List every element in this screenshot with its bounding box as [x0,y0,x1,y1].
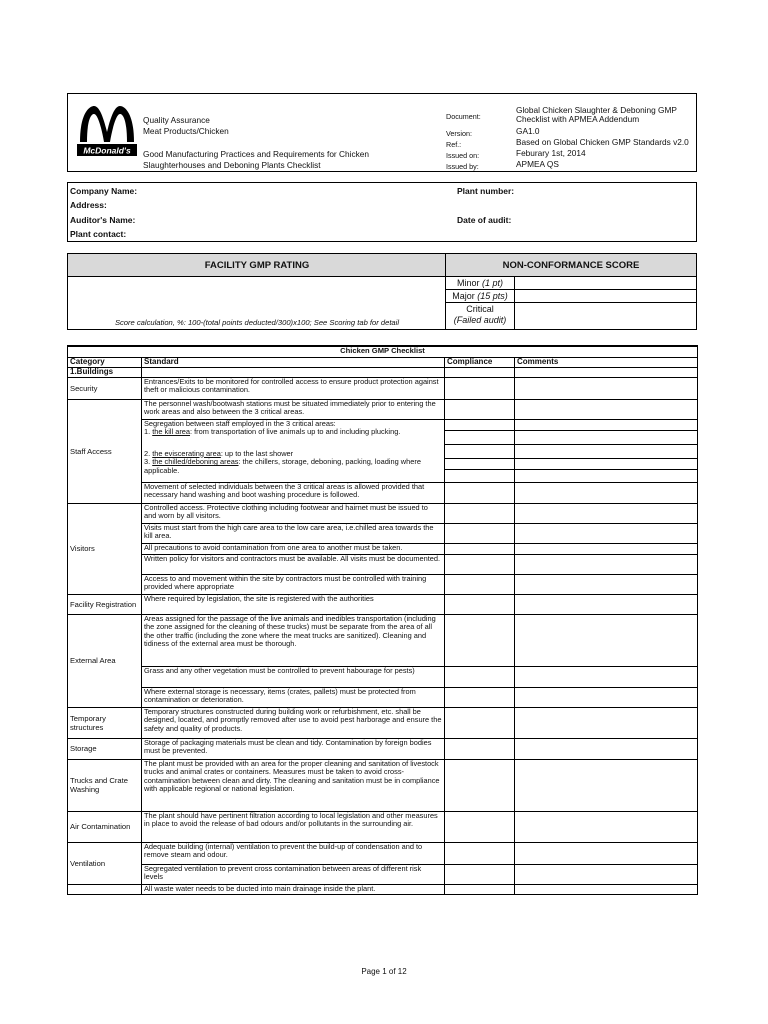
standard-cell: Grass and any other vegetation must be controlled to prevent habourage for pests) [142,666,445,687]
non-conformance-title: NON-CONFORMANCE SCORE [446,254,696,277]
page-number: Page 1 of 12 [361,967,407,976]
comments-cell[interactable] [515,614,698,666]
svg-text:McDonald's: McDonald's [83,145,131,156]
compliance-cell[interactable] [445,554,515,574]
comments-cell[interactable] [515,594,698,614]
comments-cell[interactable] [515,399,698,419]
comments-cell[interactable] [515,554,698,574]
compliance-cell[interactable] [445,884,515,894]
compliance-cell[interactable] [445,594,515,614]
comments-cell[interactable] [515,377,698,399]
comments-cell[interactable] [515,419,698,482]
compliance-cell[interactable] [445,523,515,543]
header-title-line1: Good Manufacturing Practices and Requirements for Chicken [143,149,369,159]
date-of-audit-label: Date of audit: [457,215,512,225]
compliance-cell[interactable] [445,419,515,482]
comments-cell[interactable] [515,503,698,523]
comments-cell[interactable] [515,482,698,503]
comments-cell[interactable] [515,666,698,687]
standard-cell: Where external storage is necessary, items (crates, pallets) must be protected from contamination or deterioration. [142,687,445,707]
address-label: Address: [70,200,107,210]
compliance-cell[interactable] [445,482,515,503]
category-security: Security [68,377,142,399]
comments-cell[interactable] [515,543,698,554]
standard-cell: The plant must be provided with an area for the proper cleaning and sanitation of livestock trucks and animal crates or containers. Measures must be taken to avoid cross-contamination between clean and dirty. The cleaning and sanitation must be in compliance with applicable regional or national legislation. [142,759,445,811]
compliance-cell[interactable] [445,738,515,759]
section-buildings: 1.Buildings [68,367,142,377]
checklist-title: Chicken GMP Checklist [68,346,698,357]
comments-cell[interactable] [515,842,698,864]
compliance-cell[interactable] [445,864,515,884]
col-header-category: Category [68,357,142,367]
meta-label-document: Document: [446,112,481,121]
gmp-checklist-table [67,345,698,895]
plant-contact-label: Plant contact: [70,229,127,239]
compliance-cell[interactable] [445,759,515,811]
standard-cell: Entrances/Exits to be monitored for controlled access to ensure product protection against theft or malicious contamination. [142,377,445,399]
compliance-cell[interactable] [445,811,515,842]
comments-cell[interactable] [515,811,698,842]
category-trucks-crate-washing: Trucks and Crate Washing [68,759,142,811]
standard-cell: Where required by legislation, the site is registered with the authorities [142,594,445,614]
compliance-cell[interactable] [445,503,515,523]
meta-label-version: Version: [446,129,472,138]
facility-gmp-rating-title: FACILITY GMP RATING [68,254,446,277]
nc-row-line [446,289,696,290]
compliance-cell[interactable] [445,574,515,594]
comments-cell[interactable] [515,738,698,759]
category-external-area: External Area [68,614,142,707]
compliance-cell[interactable] [445,543,515,554]
standard-cell: The plant should have pertinent filtration according to local legislation and other measures in place to avoid the release of bad odours and/or pollutants in the surrounding air. [142,811,445,842]
critical-note: (Failed audit) [453,315,507,325]
category-facility-registration: Facility Registration [68,594,142,614]
meta-issued-by: APMEA QS [516,159,559,169]
category-temporary-structures: Temporary structures [68,707,142,738]
comments-cell[interactable] [515,523,698,543]
meta-document-line2: Checklist with APMEA Addendum [516,114,640,124]
meta-label-issued-on: Issued on: [446,151,480,160]
standard-cell: Movement of selected individuals between the 3 critical areas is allowed provided that necessary hand washing and boot washing procedure is followed. [142,482,445,503]
standard-cell: Controlled access. Protective clothing including footwear and hairnet must be issued to and worn by all visitors. [142,503,445,523]
comments-cell[interactable] [515,687,698,707]
auditor-label: Auditor's Name: [70,215,136,225]
category-air-contamination: Air Contamination [68,811,142,842]
compliance-cell[interactable] [445,707,515,738]
category-ventilation: Ventilation [68,842,142,884]
nc-label-divider [514,277,515,329]
standard-cell: Segregation between staff employed in the 3 critical areas: 1. the kill area: from transportation of live animals up to and including plucking. 2. the eviscerating area: up to the last shower 3. the chilled/deboning areas: the chillers, storage, deboning, packing, loading where applicable. [142,419,445,482]
standard-cell: Storage of packaging materials must be clean and tidy. Contamination by foreign bodies must be prevented. [142,738,445,759]
compliance-cell[interactable] [445,377,515,399]
compliance-cell[interactable] [445,842,515,864]
standard-cell: Written policy for visitors and contractors must be available. All visits must be documented. [142,554,445,574]
meta-issued-on: Feburary 1st, 2014 [516,148,586,158]
company-name-label: Company Name: [70,186,138,196]
critical-label: Critical [466,304,494,314]
document-header [67,93,697,172]
category-visitors: Visitors [68,503,142,594]
standard-cell: Adequate building (internal) ventilation to prevent the build-up of condensation and to remove steam and odour. [142,842,445,864]
major-label: Major (15 pts) [452,291,508,301]
score-calculation-note: Score calculation, %: 100-(total points deducted/300)x100; See Scoring tab for detail [114,318,400,327]
standard-cell: Areas assigned for the passage of the live animals and inedibles transportation (including the zone assigned for the cleaning of these trucks) must be separate from the area of all the other traffic (including the zone where the meat trucks are sanitized). Cleaning and tidiness of the external area must be thorough. [142,614,445,666]
standard-cell: Visits must start from the high care area to the low care area, i.e.chilled area towards the kill area. [142,523,445,543]
compliance-cell[interactable] [445,614,515,666]
col-header-comments: Comments [515,357,698,367]
standard-cell: The personnel wash/bootwash stations must be situated immediately prior to entering the work areas and also between the 3 critical areas. [142,399,445,419]
header-title-line2: Slaughterhouses and Deboning Plants Checklist [143,160,321,170]
col-header-standard: Standard [142,357,445,367]
standard-cell: All waste water needs to be ducted into main drainage inside the plant. [142,884,445,894]
standard-cell: Segregated ventilation to prevent cross contamination between areas of different risk levels [142,864,445,884]
comments-cell[interactable] [515,707,698,738]
meta-version: GA1.0 [516,126,540,136]
comments-cell[interactable] [515,864,698,884]
category-storage: Storage [68,738,142,759]
mcdonalds-logo-icon [76,102,138,164]
category-staff-access: Staff Access [68,399,142,503]
company-info-box [67,182,697,242]
plant-number-label: Plant number: [457,186,515,196]
meta-label-ref: Ref.: [446,140,462,149]
compliance-cell[interactable] [445,687,515,707]
meta-ref: Based on Global Chicken GMP Standards v2.0 [516,137,689,147]
comments-cell[interactable] [515,574,698,594]
standard-cell: All precautions to avoid contamination from one area to another must be taken. [142,543,445,554]
standard-cell: Temporary structures constructed during building work or refurbishment, etc. shall be designed, located, and promptly removed after use to avoid pest harborage and ensure the safety and quality of products. [142,707,445,738]
compliance-cell[interactable] [445,666,515,687]
comments-cell[interactable] [515,884,698,894]
header-dept: Quality Assurance [143,115,210,125]
col-header-compliance: Compliance [445,357,515,367]
nc-row-line [446,302,696,303]
header-division: Meat Products/Chicken [143,126,229,136]
compliance-cell[interactable] [445,399,515,419]
minor-label: Minor (1 pt) [456,278,504,288]
rating-box [67,253,697,330]
meta-document-line1: Global Chicken Slaughter & Deboning GMP [516,105,677,115]
meta-label-issued-by: Issued by: [446,162,479,171]
comments-cell[interactable] [515,759,698,811]
standard-cell: Access to and movement within the site by contractors must be controlled with training provided where appropriate [142,574,445,594]
